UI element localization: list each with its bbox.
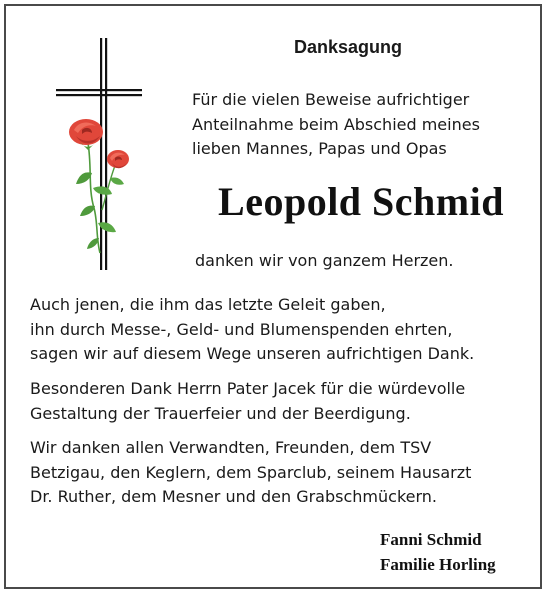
notice-title: Danksagung	[293, 37, 403, 57]
intro-text	[192, 88, 532, 162]
signature-line: Fanni Schmid	[380, 530, 482, 549]
paragraph-line: Gestaltung der Trauerfeier und der Beerdigung.	[30, 403, 411, 423]
signature-line: Familie Horling	[380, 555, 496, 574]
signature	[380, 527, 496, 577]
paragraph-priest-thanks	[30, 377, 530, 426]
paragraph-line: sagen wir auf diesem Wege unseren aufrichtigen Dank.	[30, 344, 475, 363]
deceased-name: Leopold Schmid	[218, 179, 504, 224]
paragraph-line: Betzigau, den Keglern, dem Sparclub, seinem Hausarzt	[30, 462, 472, 482]
paragraph-line: Wir danken allen Verwandten, Freunden, dem TSV	[30, 438, 432, 457]
paragraph-funeral-thanks	[30, 293, 530, 367]
paragraph-line: Besonderen Dank Herrn Pater Jacek für die würdevolle	[30, 379, 466, 398]
paragraph-line: Dr. Ruther, dem Mesner und den Grabschmückern.	[30, 487, 437, 506]
intro-line: lieben Mannes, Papas und Opas	[192, 139, 447, 158]
paragraph-general-thanks	[30, 436, 530, 510]
intro-line: Anteilnahme beim Abschied meines	[192, 114, 480, 134]
obituary-notice	[4, 4, 542, 589]
thanks-line: danken wir von ganzem Herzen.	[195, 251, 454, 270]
intro-line: Für die vielen Beweise aufrichtiger	[192, 90, 470, 109]
paragraph-line: ihn durch Messe-, Geld- und Blumenspenden ehrten,	[30, 319, 453, 339]
paragraph-line: Auch jenen, die ihm das letzte Geleit gaben,	[30, 295, 386, 314]
cross-with-roses-icon	[52, 38, 142, 278]
